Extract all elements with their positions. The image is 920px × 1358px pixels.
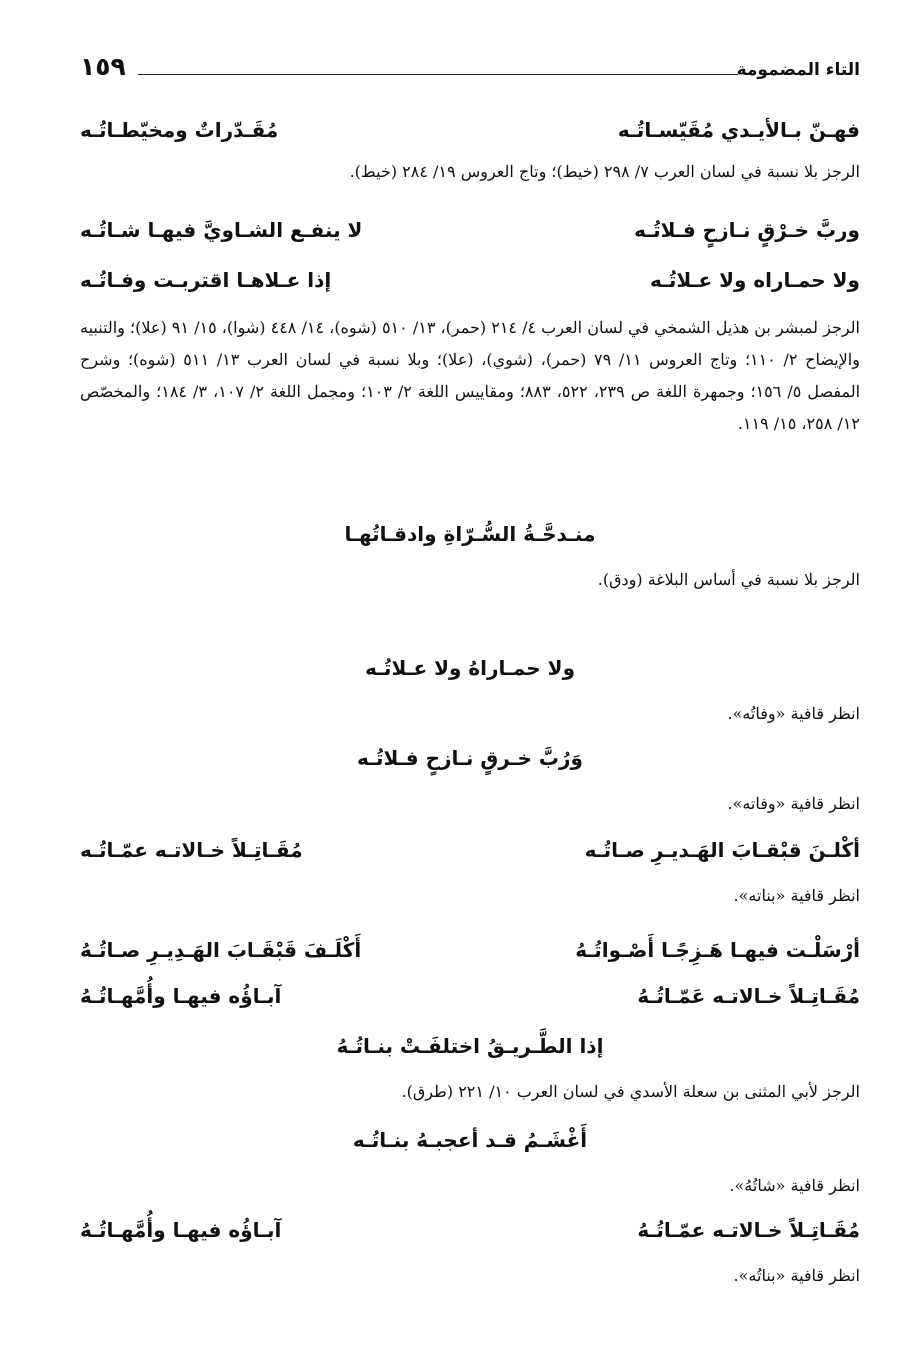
cross-reference: انظر قافية «شاتُهُ». [729,1176,860,1195]
verse-3 [80,268,860,302]
header-rule [138,74,738,75]
hemistich-first: وربَّ خـرْقٍ نـازحٍ فـلاتُـه [634,218,860,242]
verse-centered: وَرُبَّ خـرقٍ نـازحٍ فـلاتُـه [357,746,583,770]
hemistich-first: مُقَـاتِـلاً خـالاتـه عمّـاتُـهُ [637,1218,860,1242]
hemistich-second: إذا عـلاهـا اقتربـت وفـاتُـه [80,268,332,292]
citation-note: الرجز لمبشر بن هذيل الشمخي في لسان العرب ٤/ ٢١٤ (حمر)، ١٣/ ٥١٠ (شوه)، ١٤/ ٤٤٨ (شوا)، ١٥/ ٩١ (علا)؛ والتنبيه والإيضاح ٢/ ١١٠؛ وتاج العروس ١١/ ٧٩ (حمر)، (شوي)، (علا)؛ وبلا نسبة في لسان العرب ١٣/ ٥١١ (شوه)؛ وشرح المفصل ٥/ ١٥٦؛ وجمهرة اللغة ص ٢٣٩، ٥٢٢، ٨٨٣؛ ومقاييس اللغة ٢/ ١٠٣؛ ومجمل اللغة ٢/ ١٠٧، ٣/ ١٨٤؛ والمخصّص ١٢/ ٢٥٨، ١٥/ ١١٩. [80,318,861,433]
verse-5 [80,938,860,972]
verse-6 [80,984,860,1018]
page-number: ١٥٩ [80,52,126,81]
hemistich-first: مُقَـاتِـلاً خـالاتـه عَمّـاتُـهُ [637,984,860,1008]
hemistich-first: أكْلـنَ قبْقـابَ الهَـديـرِ صـاتُـه [584,838,860,862]
citation-note: الرجز بلا نسبة في لسان العرب ٧/ ٢٩٨ (خيط)؛ وتاج العروس ١٩/ ٢٨٤ (خيط). [349,162,860,181]
hemistich-second: لا ينفـع الشـاويَّ فيهـا شـاتُـه [80,218,363,242]
hemistich-second: مُقَـاتِـلاً خـالاتـه عمّـاتُـه [80,838,303,862]
hemistich-first: أرْسَلْـت فيهـا هَـزِجًـا أَصْـواتُـهُ [575,938,860,962]
verse-2 [80,218,860,252]
hemistich-second: آبـاؤُه فيهـا وأُمَّهـاتُـهُ [80,984,282,1008]
verse-centered: ولا حمـاراهُ ولا عـلاتُـه [364,656,576,680]
verse-centered: إذا الطَّـريـقُ اختلفَـتْ بنـاتُـهُ [336,1034,604,1058]
hemistich-second: مُقَـدّراتٌ ومخيّطـاتُـه [80,118,279,142]
cross-reference: انظر قافية «بناتُه». [733,1266,860,1285]
verse-centered: منـدحَّـةُ السُّـرّاةِ وادقـاتُهـا [344,522,596,546]
cross-reference: انظر قافية «وفاتُه». [727,704,860,723]
hemistich-second: أَكْلَـفَ قَبْقَـابَ الهَـدِيـرِ صـاتُـهُ [80,938,362,962]
cross-reference: انظر قافية «بناته». [733,886,860,905]
hemistich-first: فهـنّ بـالأيـدي مُقَيّسـاتُـه [617,118,860,142]
verse-7 [80,1218,860,1252]
hemistich-first: ولا حمـاراه ولا عـلاتُـه [649,268,860,292]
verse-centered: أَغْشَـمُ قـد أعجبـهُ بنـاتُـه [352,1128,588,1152]
running-title: التاء المضمومة [736,60,860,80]
verse-4 [80,838,860,872]
hemistich-second: آبـاؤُه فيهـا وأُمَّهـاتُـهُ [80,1218,282,1242]
citation-note: الرجز بلا نسبة في أساس البلاغة (ودق). [597,570,860,589]
citation-note: الرجز لأبي المثنى بن سعلة الأسدي في لسان العرب ١٠/ ٢٢١ (طرق). [401,1082,860,1101]
verse-1 [80,118,860,152]
cross-reference: انظر قافية «وفاته». [727,794,860,813]
page-header [80,52,860,92]
